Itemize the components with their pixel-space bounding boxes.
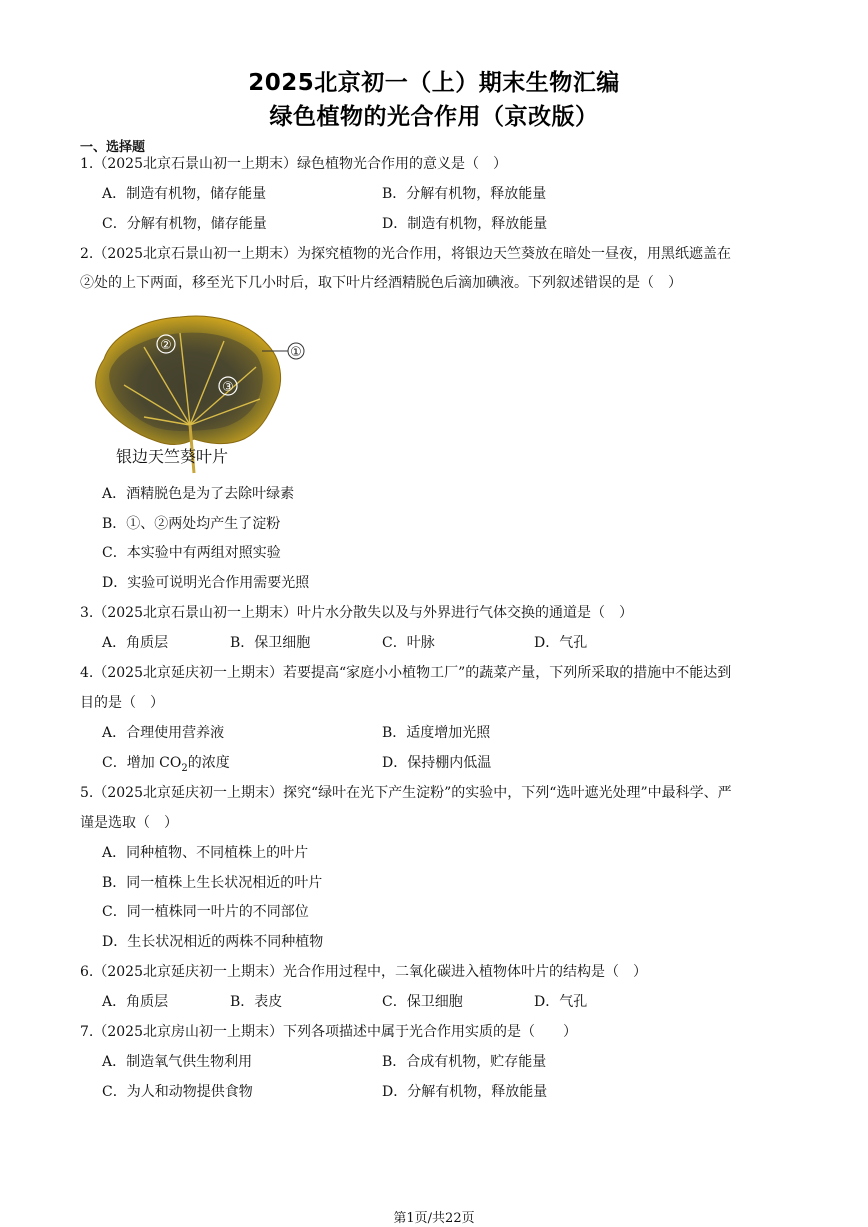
- question-7-stem: 7.（2025北京房山初一上期末）下列各项描述中属于光合作用实质的是（ ）: [80, 1024, 577, 1040]
- question-4-stem-line1: 4.（2025北京延庆初一上期末）若要提高“家庭小小植物工厂”的蔬菜产量，下列所采取的措施中不能达到: [80, 665, 732, 681]
- question-4-option-d: D．保持棚内低温: [382, 755, 492, 771]
- question-3-option-b: B．保卫细胞: [230, 635, 311, 651]
- question-1-option-d: D．制造有机物，释放能量: [382, 216, 548, 232]
- question-4-option-a: A．合理使用营养液: [102, 725, 225, 741]
- question-2-option-a: A．酒精脱色是为了去除叶绿素: [102, 486, 295, 502]
- question-6-option-b: B．表皮: [230, 994, 283, 1010]
- question-5-option-c: C．同一植株同一叶片的不同部位: [102, 904, 309, 920]
- question-2-stem-line1: 2.（2025北京石景山初一上期末）为探究植物的光合作用，将银边天竺葵放在暗处一昼夜，用黑纸遮盖在: [80, 246, 731, 262]
- question-3-option-a: A．角质层: [102, 635, 169, 651]
- question-3-option-c: C．叶脉: [382, 635, 435, 651]
- question-7-option-b: B．合成有机物，贮存能量: [382, 1054, 547, 1070]
- question-3-stem: 3.（2025北京石景山初一上期末）叶片水分散失以及与外界进行气体交换的通道是（ ）: [80, 605, 633, 621]
- document-title-line1: 2025北京初一（上）期末生物汇编: [248, 70, 620, 96]
- question-5-option-b: B．同一植株上生长状况相近的叶片: [102, 875, 323, 891]
- question-6-option-d: D．气孔: [534, 994, 588, 1010]
- question-1-stem: 1.（2025北京石景山初一上期末）绿色植物光合作用的意义是（ ）: [80, 156, 507, 172]
- page-footer: 第1页/共22页: [393, 1211, 475, 1226]
- question-6-option-c: C．保卫细胞: [382, 994, 463, 1010]
- question-4-option-c-suffix: 的浓度: [187, 755, 230, 771]
- question-7-option-a: A．制造氧气供生物利用: [102, 1054, 253, 1070]
- question-2-stem-line2: ②处的上下两面，移至光下几小时后，取下叶片经酒精脱色后滴加碘液。下列叙述错误的是（ ）: [80, 275, 682, 291]
- question-5-stem-line1: 5.（2025北京延庆初一上期末）探究“绿叶在光下产生淀粉”的实验中，下列“选叶遮光处理”中最科学、严: [80, 785, 732, 801]
- question-4-option-b: B．适度增加光照: [382, 725, 491, 741]
- question-2-option-d: D．实验可说明光合作用需要光照: [102, 575, 310, 591]
- question-5-option-d: D．生长状况相近的两株不同种植物: [102, 934, 324, 950]
- question-6-stem: 6.（2025北京延庆初一上期末）光合作用过程中，二氧化碳进入植物体叶片的结构是（ ）: [80, 964, 647, 980]
- leaf-label-3: ③: [222, 380, 234, 395]
- question-1-option-c: C．分解有机物，储存能量: [102, 216, 267, 232]
- leaf-label-2: ②: [160, 338, 172, 353]
- question-4-option-c: [102, 753, 230, 779]
- question-5-stem-line2: 谨是选取（ ）: [80, 815, 178, 831]
- question-4-option-c-prefix: C．增加 CO: [102, 755, 182, 771]
- figure-caption: 银边天竺葵叶片: [116, 447, 229, 466]
- question-4-stem-line2: 目的是（ ）: [80, 695, 164, 711]
- question-1-option-a: A．制造有机物，储存能量: [102, 186, 267, 202]
- question-2-option-b: B．①、②两处均产生了淀粉: [102, 516, 281, 532]
- question-7-option-d: D．分解有机物，释放能量: [382, 1084, 548, 1100]
- question-4-option-c-subscript: 2: [181, 762, 188, 774]
- question-3-option-d: D．气孔: [534, 635, 588, 651]
- question-2-option-c: C．本实验中有两组对照实验: [102, 545, 281, 561]
- question-6-option-a: A．角质层: [102, 994, 169, 1010]
- question-7-option-c: C．为人和动物提供食物: [102, 1084, 253, 1100]
- section-heading: 一、选择题: [80, 140, 146, 155]
- question-5-option-a: A．同种植物、不同植株上的叶片: [102, 845, 309, 861]
- question-1-option-b: B．分解有机物，释放能量: [382, 186, 547, 202]
- document-title-line2: 绿色植物的光合作用（京改版）: [269, 104, 599, 130]
- leaf-label-1: ①: [290, 345, 302, 360]
